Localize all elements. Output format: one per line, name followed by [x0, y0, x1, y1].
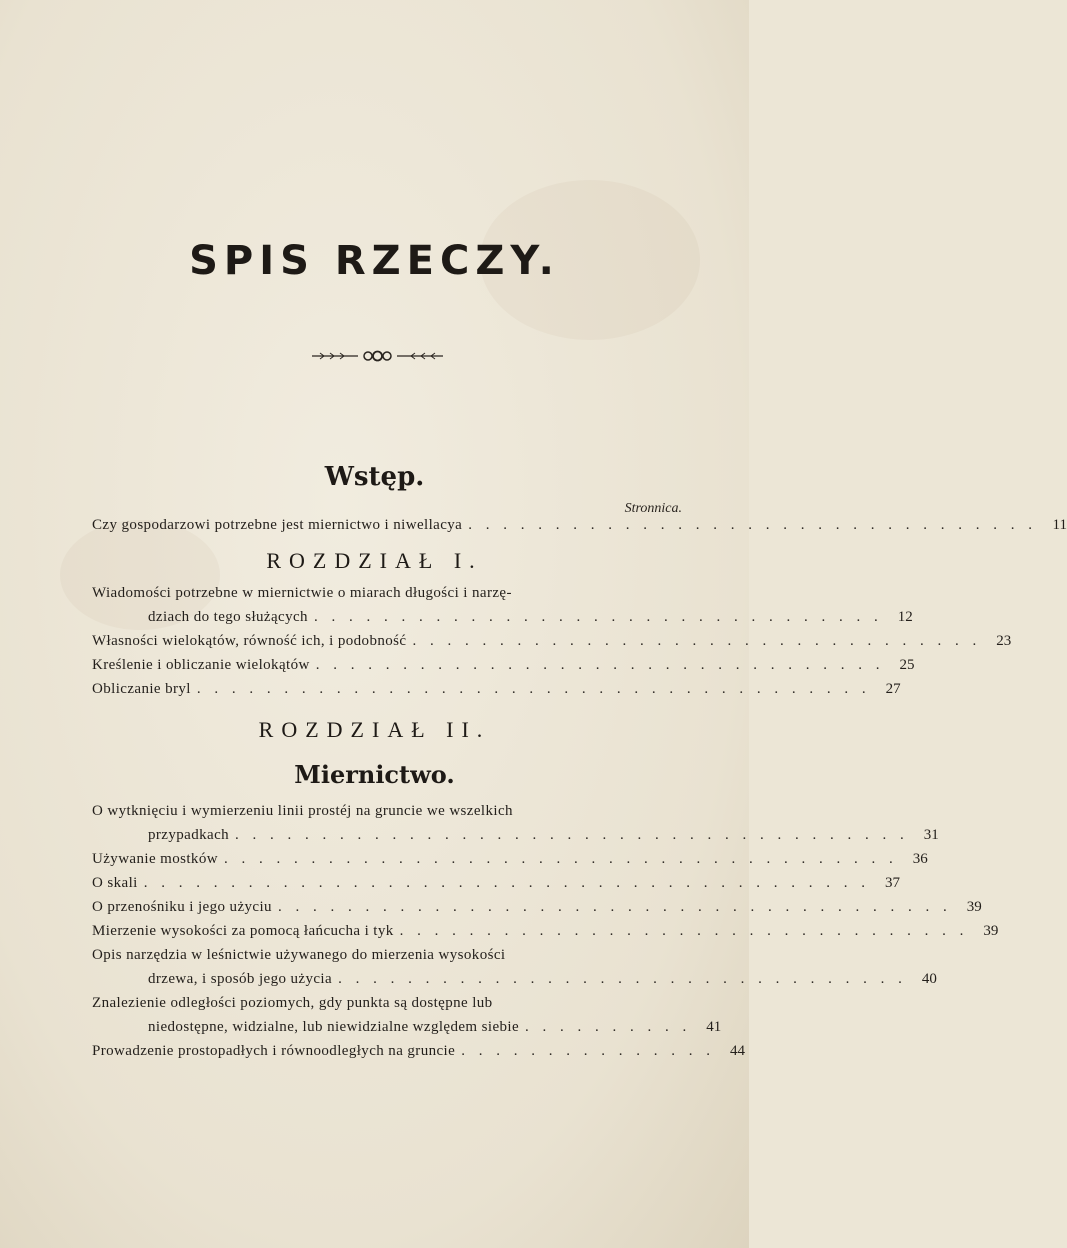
- toc-entry-title: Własności wielokątów, równość ich, i podobność: [92, 633, 407, 649]
- toc-entry-title: O przenośniku i jego użyciu: [92, 899, 272, 915]
- toc-entry[interactable]: [92, 515, 1067, 535]
- toc-entry[interactable]: [92, 801, 676, 821]
- dot-leader: . . . . . . . . . . . . . . . . . . . . . . . . . . . . . . . . . . . . . . . . . .: [143, 875, 870, 891]
- dot-leader: . . . . . . . . . . . . . . .: [461, 1043, 715, 1059]
- toc-entry-page: 39: [983, 923, 999, 939]
- chapter-1-heading: ROZDZIAŁ I.: [266, 548, 483, 573]
- toc-entry-page: 27: [885, 681, 901, 697]
- toc-entry-continuation[interactable]: [148, 1017, 722, 1037]
- toc-entry-page: 25: [899, 657, 915, 673]
- toc-entry-page: 41: [706, 1019, 722, 1035]
- toc-entry-page: 31: [923, 827, 939, 843]
- toc-entry-title: O skali: [92, 875, 138, 891]
- toc-entry-title-cont: przypadkach: [148, 827, 230, 843]
- toc-entry[interactable]: [92, 1041, 745, 1061]
- toc-entry-page: 12: [897, 609, 913, 625]
- toc-entry-page: 36: [912, 851, 928, 867]
- chapter-2-heading: ROZDZIAŁ II.: [258, 717, 491, 742]
- dot-leader: . . . . . . . . . . . . . . . . . . . . . . . . . . . . . . . . .: [313, 609, 883, 625]
- toc-entry[interactable]: [92, 921, 999, 941]
- toc-entry-continuation[interactable]: [148, 825, 939, 845]
- toc-entry-title: Używanie mostków: [92, 851, 218, 867]
- dot-leader: . . . . . . . . . . . . . . . . . . . . . . . . . . . . . . . . .: [468, 517, 1037, 533]
- toc-entry[interactable]: [92, 897, 982, 917]
- toc-entry[interactable]: [92, 583, 676, 603]
- toc-entry-title: Prowadzenie prostopadłych i równoodległych na gruncie: [92, 1043, 456, 1059]
- toc-entry-title-cont: dziach do tego służących: [148, 609, 308, 625]
- toc-entry-page: 37: [884, 875, 900, 891]
- dot-leader: . . . . . . . . . . . . . . . . . . . . . . . . . . . . . . . . .: [399, 923, 969, 939]
- toc-entry[interactable]: [92, 993, 676, 1013]
- toc-entry-continuation[interactable]: [148, 607, 913, 627]
- toc-entry-title: O wytknięciu i wymierzeniu linii prostéj na gruncie we wszelkich: [92, 803, 513, 819]
- toc-entry[interactable]: [92, 849, 928, 869]
- toc-entry-page: 23: [996, 633, 1012, 649]
- toc-entry[interactable]: [92, 945, 676, 965]
- page-column-label: Stronnica.: [624, 501, 682, 516]
- toc-entry-title: Wiadomości potrzebne w miernictwie o miarach długości i narzę-: [92, 585, 512, 601]
- toc-entry[interactable]: [92, 655, 915, 675]
- toc-entry-title: Mierzenie wysokości za pomocą łańcucha i tyk: [92, 923, 394, 939]
- dot-leader: . . . . . . . . . . . . . . . . . . . . . . . . . . . . . . . . . . . . . . .: [235, 827, 909, 843]
- chapter-2-subheading: Miernictwo.: [294, 760, 455, 789]
- dot-leader: . . . . . . . . . . . . . . . . . . . . . . . . . . . . . . . . . . . . . . .: [196, 681, 871, 697]
- dot-leader: . . . . . . . . . . . . . . . . . . . . . . . . . . . . . . . . . . . . . . .: [277, 899, 952, 915]
- toc-entry-title-cont: niedostępne, widzialne, lub niewidzialne względem siebie: [148, 1019, 520, 1035]
- toc-entry[interactable]: [92, 631, 1012, 651]
- dot-leader: . . . . . . . . . . . . . . . . . . . . . . . . . . . . . . . . .: [338, 971, 907, 987]
- intro-heading: Wstęp.: [324, 462, 425, 492]
- toc-entry-title-cont: drzewa, i sposób jego użycia: [148, 971, 333, 987]
- toc-entry-page: 40: [921, 971, 937, 987]
- dot-leader: . . . . . . . . . . . . . . . . . . . . . . . . . . . . . . . . .: [412, 633, 982, 649]
- dot-leader: . . . . . . . . . .: [525, 1019, 692, 1035]
- page-title: SPIS RZECZY.: [189, 238, 560, 284]
- toc-entry-page: 44: [729, 1043, 745, 1059]
- toc-entry-title: Czy gospodarzowi potrzebne jest miernictwo i niwellacya: [92, 517, 463, 533]
- toc-entry-title: Znalezienie odległości poziomych, gdy punkta są dostępne lub: [92, 995, 493, 1011]
- toc-entry-continuation[interactable]: [148, 969, 937, 989]
- toc-entry[interactable]: [92, 873, 900, 893]
- toc-entry-title: Obliczanie bryl: [92, 681, 191, 697]
- toc-entry-page: 11: [1052, 517, 1067, 533]
- toc-entry-title: Kreślenie i obliczanie wielokątów: [92, 657, 310, 673]
- ornament-divider-icon: [310, 348, 445, 364]
- toc-entry-page: 39: [966, 899, 982, 915]
- dot-leader: . . . . . . . . . . . . . . . . . . . . . . . . . . . . . . . . . . . . . . .: [223, 851, 898, 867]
- toc-entry-title: Opis narzędzia w leśnictwie używanego do mierzenia wysokości: [92, 947, 506, 963]
- dot-leader: . . . . . . . . . . . . . . . . . . . . . . . . . . . . . . . . .: [315, 657, 885, 673]
- toc-entry[interactable]: [92, 679, 901, 699]
